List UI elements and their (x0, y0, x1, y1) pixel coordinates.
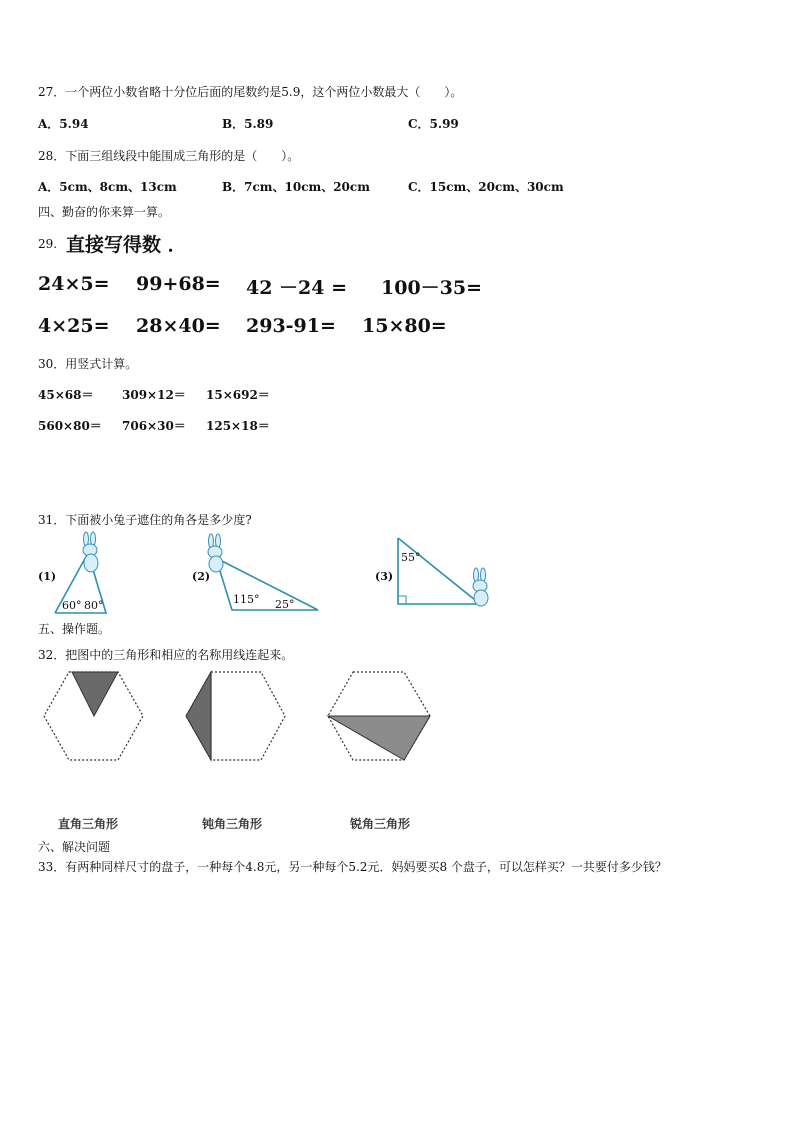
q32-caption-obtuse: 钝角三角形 (202, 817, 263, 831)
q31-fig2-angle-b: 25° (275, 598, 295, 611)
q29-item: 42 －24 = (246, 277, 348, 299)
q27-option-b: B．5.89 (222, 117, 274, 131)
q30-item: 45×68＝ (38, 388, 94, 402)
q32-caption-right: 直角三角形 (58, 817, 119, 831)
q31-fig1-angle-a: 60° (62, 599, 82, 612)
section-6-heading: 六、解决问题 (38, 840, 111, 854)
q29-item: 99+68= (136, 273, 221, 295)
q29-item: 15×80= (362, 315, 447, 337)
q29-title: 直接写得数 ． (66, 234, 187, 256)
q28-option-b: B．7cm、10cm、20cm (222, 180, 370, 194)
q27-option-a: A．5.94 (38, 117, 89, 131)
q29-number: 29. (38, 237, 58, 251)
q31-fig3-label: (3) (375, 570, 394, 583)
q29-item: 100－35= (381, 277, 483, 299)
section-4-heading: 四、勤奋的你来算一算。 (38, 205, 171, 219)
q29-item: 24×5= (38, 273, 110, 295)
q30-item: 125×18＝ (206, 419, 270, 433)
q31-fig2-angle-a: 115° (233, 593, 260, 606)
q28-option-c: C．15cm、20cm、30cm (408, 180, 564, 194)
q31-stem: 31．下面被小兔子遮住的角各是多少度? (38, 513, 252, 527)
q30-item: 560×80＝ (38, 419, 102, 433)
q33-stem: 33．有两种同样尺寸的盘子，一种每个4.8元，另一种每个5.2元．妈妈要买8 个盘子，可以怎样买？一共要付多少钱？ (38, 860, 667, 874)
q31-fig3-angle-a: 55° (401, 551, 421, 564)
q30-item: 706×30＝ (122, 419, 186, 433)
q28-option-a: A．5cm、8cm、13cm (38, 180, 177, 194)
q30-item: 309×12＝ (122, 388, 186, 402)
section-5-heading: 五、操作题。 (38, 622, 111, 636)
q28-stem: 28．下面三组线段中能围成三角形的是（ ）。 (38, 149, 300, 163)
q32-caption-acute: 锐角三角形 (350, 817, 411, 831)
q31-fig2-label: (2) (192, 570, 211, 583)
q31-fig1-label: (1) (38, 570, 57, 583)
q29-item: 293-91= (246, 315, 336, 337)
q29-item: 4×25= (38, 315, 110, 337)
q29-item: 28×40= (136, 315, 221, 337)
q30-item: 15×692＝ (206, 388, 270, 402)
q27-stem: 27．一个两位小数省略十分位后面的尾数约是5.9，这个两位小数最大（ ）。 (38, 85, 463, 99)
q32-stem: 32．把图中的三角形和相应的名称用线连起来。 (38, 648, 294, 662)
q30-stem: 30．用竖式计算。 (38, 357, 138, 371)
q27-option-c: C．5.99 (408, 117, 459, 131)
q31-fig1-angle-b: 80° (84, 599, 104, 612)
